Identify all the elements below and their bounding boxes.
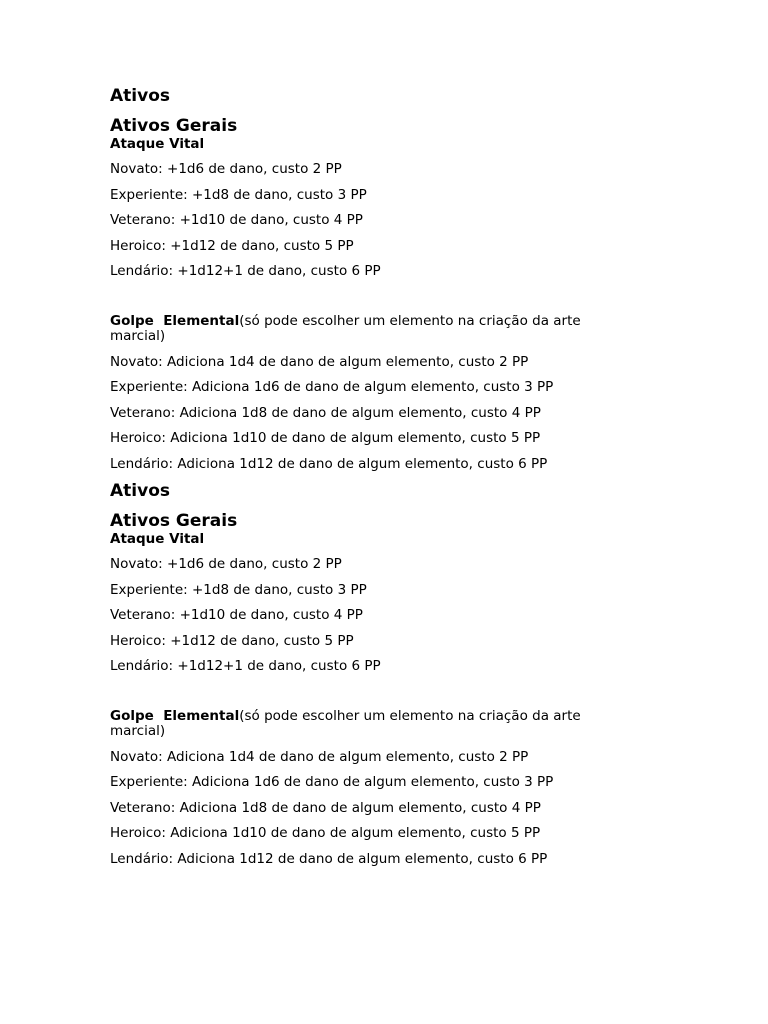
blank-line <box>110 289 630 314</box>
ataque-vital-heading: Ataque Vital <box>110 136 205 152</box>
document-page <box>110 86 630 876</box>
elemental-line: Experiente: Adiciona 1d6 de dano de algum elemento, custo 3 PP <box>110 379 554 395</box>
section-subtitle: Ativos Gerais <box>110 511 238 531</box>
vital-line: Novato: +1d6 de dano, custo 2 PP <box>110 556 342 572</box>
vital-line: Lendário: +1d12+1 de dano, custo 6 PP <box>110 263 381 279</box>
elemental-line: Heroico: Adiciona 1d10 de dano de algum elemento, custo 5 PP <box>110 430 541 446</box>
vital-line: Heroico: +1d12 de dano, custo 5 PP <box>110 237 354 254</box>
section-subtitle: Ativos Gerais <box>110 116 238 136</box>
golpe-elemental-note: (só pode escolher um elemento na criação da arte marcial) <box>110 707 581 739</box>
elemental-line: Experiente: Adiciona 1d6 de dano de algum elemento, custo 3 PP <box>110 774 554 790</box>
golpe-elemental-title: Golpe Elemental <box>110 707 240 724</box>
elemental-line: Novato: Adiciona 1d4 de dano de algum elemento, custo 2 PP <box>110 353 529 370</box>
golpe-elemental-heading <box>110 709 630 739</box>
elemental-line: Novato: Adiciona 1d4 de dano de algum elemento, custo 2 PP <box>110 748 529 765</box>
vital-line: Novato: +1d6 de dano, custo 2 PP <box>110 161 342 177</box>
golpe-elemental-heading <box>110 314 630 344</box>
vital-line: Veterano: +1d10 de dano, custo 4 PP <box>110 212 363 228</box>
vital-line: Experiente: +1d8 de dano, custo 3 PP <box>110 186 367 203</box>
golpe-elemental-title: Golpe Elemental <box>110 312 240 329</box>
vital-line: Veterano: +1d10 de dano, custo 4 PP <box>110 607 363 623</box>
section <box>110 481 630 867</box>
section-title: Ativos <box>110 86 170 106</box>
section <box>110 86 630 472</box>
blank-line <box>110 684 630 709</box>
vital-line: Lendário: +1d12+1 de dano, custo 6 PP <box>110 658 381 674</box>
elemental-line: Heroico: Adiciona 1d10 de dano de algum elemento, custo 5 PP <box>110 825 541 841</box>
vital-line: Heroico: +1d12 de dano, custo 5 PP <box>110 632 354 649</box>
elemental-line: Veterano: Adiciona 1d8 de dano de algum elemento, custo 4 PP <box>110 404 541 421</box>
section-title: Ativos <box>110 481 170 501</box>
elemental-line: Lendário: Adiciona 1d12 de dano de algum elemento, custo 6 PP <box>110 455 548 472</box>
golpe-elemental-note: (só pode escolher um elemento na criação da arte marcial) <box>110 312 581 344</box>
elemental-line: Veterano: Adiciona 1d8 de dano de algum elemento, custo 4 PP <box>110 799 541 816</box>
elemental-line: Lendário: Adiciona 1d12 de dano de algum elemento, custo 6 PP <box>110 850 548 867</box>
vital-line: Experiente: +1d8 de dano, custo 3 PP <box>110 581 367 598</box>
ataque-vital-heading: Ataque Vital <box>110 531 205 547</box>
